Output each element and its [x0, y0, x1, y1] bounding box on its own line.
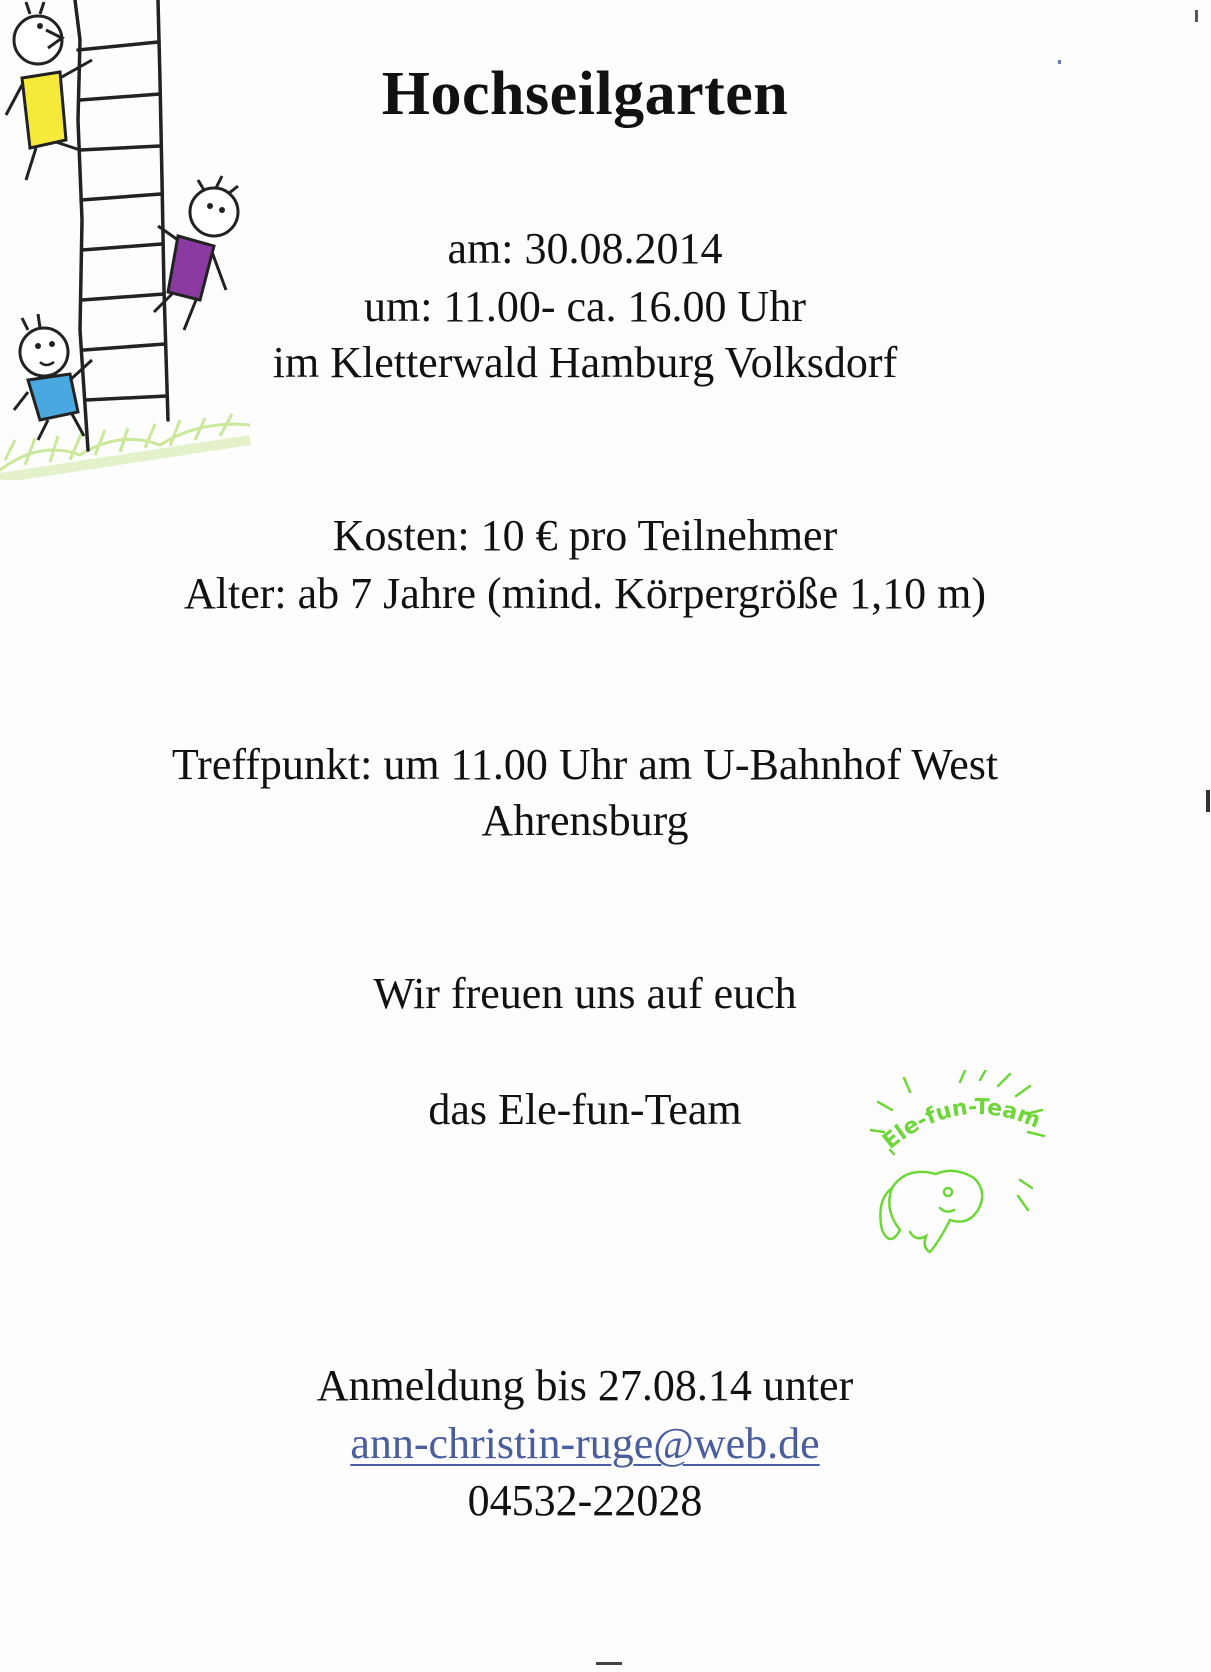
- event-location: im Kletterwald Hamburg Volksdorf: [272, 338, 898, 387]
- elephant-icon: [880, 1171, 982, 1252]
- registration-deadline: Anmeldung bis 27.08.14 unter: [316, 1361, 854, 1410]
- grass-drawing: [0, 414, 250, 478]
- age-info: Alter: ab 7 Jahre (mind. Körpergröße 1,10 m): [184, 569, 986, 618]
- scan-speck: [1206, 790, 1210, 812]
- registration-email-link[interactable]: ann-christin-ruge@web.de: [350, 1419, 820, 1468]
- page-title: Hochseilgarten: [381, 60, 789, 128]
- closing-greeting: Wir freuen uns auf euch: [373, 969, 797, 1018]
- event-time: um: 11.00- ca. 16.00 Uhr: [364, 282, 806, 331]
- meeting-point: Treffpunkt: um 11.00 Uhr am U-Bahnhof West: [171, 740, 999, 789]
- registration-phone: 04532-22028: [467, 1476, 703, 1525]
- meeting-point-city: Ahrensburg: [481, 796, 689, 845]
- logo-text: Ele-fun-Team: [878, 1094, 1044, 1155]
- event-date: am: 30.08.2014: [447, 224, 723, 273]
- ele-fun-team-logo: [870, 1070, 1050, 1260]
- registration-email-row: [0, 1416, 1170, 1472]
- scan-speck: [1195, 10, 1198, 22]
- cost-info: Kosten: 10 € pro Teilnehmer: [332, 511, 838, 560]
- scan-speck: [596, 1662, 622, 1665]
- team-signature: das Ele-fun-Team: [428, 1085, 742, 1134]
